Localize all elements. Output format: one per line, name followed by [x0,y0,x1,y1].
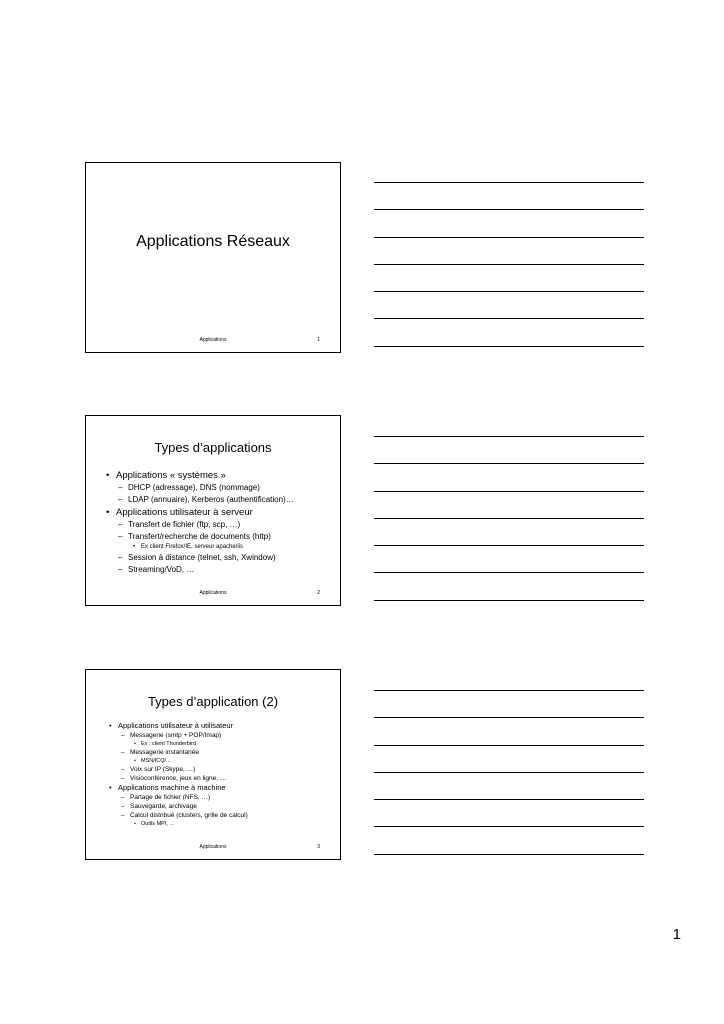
slide-title: Types d’application (2) [147,694,279,709]
bullet-item: • Ex : client Thunderbird [86,740,340,748]
bullet-item: – Voix sur IP (Skype, …) [86,765,340,774]
bullet-item: – Sauvegarde, archivage [86,802,340,811]
slide-footer: Applications [199,590,227,596]
notes-lines-3 [374,690,644,881]
note-line [374,600,644,601]
note-line [374,545,644,546]
bullet-item: – Visioconférence, jeux en ligne, … [86,774,340,783]
note-line [374,772,644,773]
bullet-item: – Session à distance (telnet, ssh, Xwindow) [86,552,340,564]
bullet-item: – Transfert/recherche de documents (http) [86,531,340,543]
slide-bullets [86,721,340,828]
bullet-item: • Applications utilisateur à utilisateur [86,721,340,731]
bullet-item: • Outils MPI, … [86,820,340,828]
slide-footer: Applications [199,844,227,850]
note-line [374,436,644,437]
page-number: 1 [672,926,681,943]
slide-3 [85,669,341,860]
note-line [374,572,644,573]
slide-1 [85,162,341,353]
bullet-item: • MSN/ICQ/... [86,757,340,765]
note-line [374,318,644,319]
slide-bullets [86,469,340,576]
bullet-item: • Applications machine à machine [86,783,340,793]
bullet-item: – Streaming/VoD, … [86,564,340,576]
note-line [374,826,644,827]
bullet-item: – Transfert de fichier (ftp, scp, …) [86,519,340,531]
note-line [374,346,644,347]
note-line [374,291,644,292]
note-line [374,799,644,800]
slide-title: Types d’applications [154,440,272,455]
note-line [374,182,644,183]
notes-lines-2 [374,436,644,627]
note-line [374,717,644,718]
bullet-item: – LDAP (annuaire), Kerberos (authentification)… [86,494,340,506]
slide-number: 2 [317,590,320,596]
note-line [374,491,644,492]
slide-number: 1 [317,337,320,343]
note-line [374,209,644,210]
bullet-item: • Applications utilisateur à serveur [86,506,340,519]
slide-title: Applications Réseaux [136,233,290,250]
note-line [374,264,644,265]
bullet-item: – DHCP (adressage), DNS (nommage) [86,482,340,494]
bullet-item: • Applications « systèmes » [86,469,340,482]
bullet-item: – Messagerie (smtp + POP/Imap) [86,731,340,740]
bullet-item: – Calcul distribué (clusters, grille de calcul) [86,811,340,820]
note-line [374,237,644,238]
bullet-item: – Partage de fichier (NFS, …) [86,793,340,802]
note-line [374,463,644,464]
bullet-item: – Messagerie instantanée [86,748,340,757]
notes-lines-1 [374,182,644,373]
note-line [374,745,644,746]
bullet-item: • Ex client Firefox/IE, serveur apache/iis [86,543,340,552]
note-line [374,854,644,855]
slide-2 [85,415,341,606]
note-line [374,518,644,519]
note-line [374,690,644,691]
slide-number: 3 [317,844,320,850]
slide-footer: Applications [199,337,227,343]
